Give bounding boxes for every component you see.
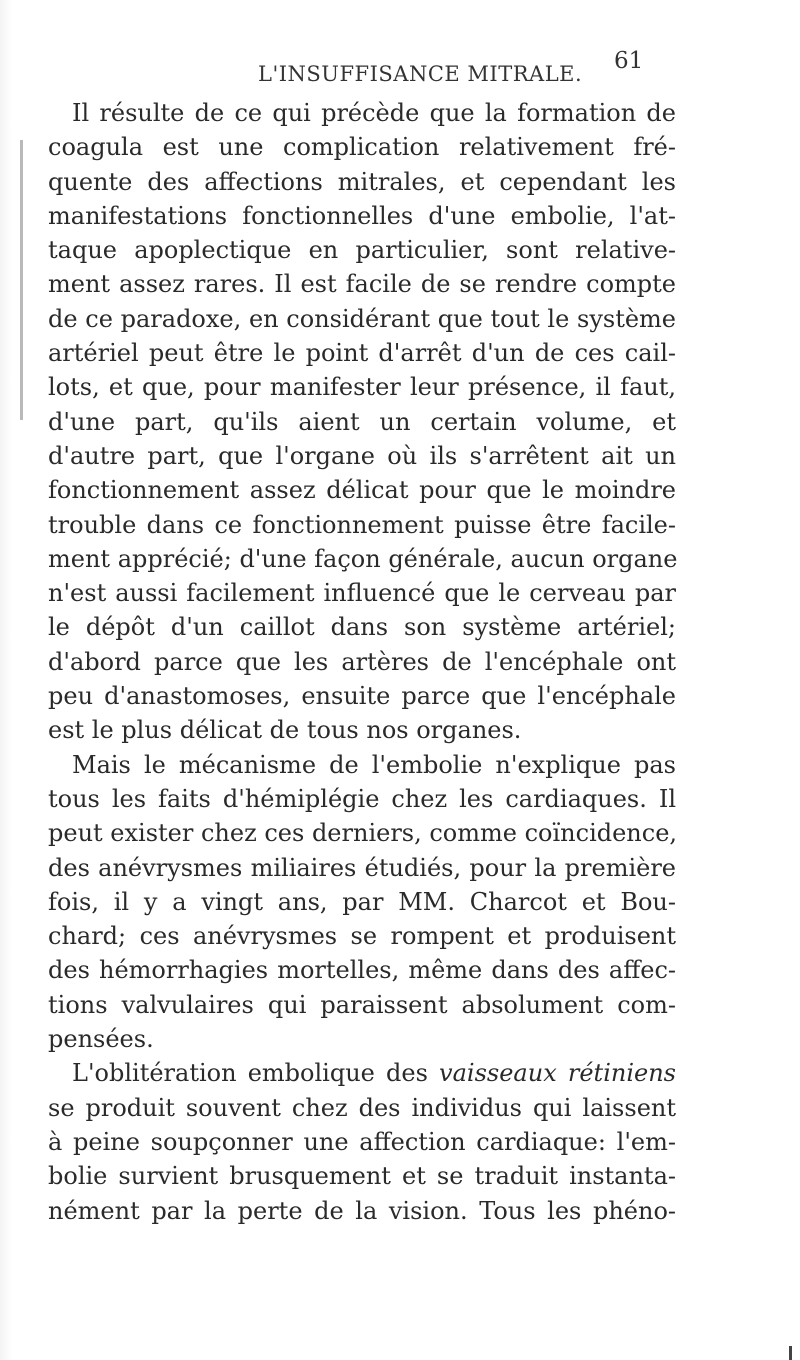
text-line: se produit souvent chez des individus qui laissent (48, 1093, 676, 1122)
margin-binding-mark (20, 140, 23, 420)
text-line: tions valvulaires qui paraissent absolument com- (48, 990, 676, 1019)
text-line: fonctionnement assez délicat pour que le moindre (48, 476, 676, 505)
text-line: bolie survient brusquement et se traduit instanta- (48, 1162, 676, 1191)
text-line: des hémorrhagies mortelles, même dans des affec- (48, 956, 676, 985)
text-line: Il résulte de ce qui précède que la formation de (72, 99, 676, 127)
running-title: L'INSUFFISANCE MITRALE. (258, 62, 583, 86)
text-line: d'une part, qu'ils aient un certain volume, et (48, 407, 676, 436)
text-line: artériel peut être le point d'arrêt d'un de ces cail- (48, 339, 676, 368)
text-line: à peine soupçonner une affection cardiaque: l'em- (48, 1127, 676, 1156)
text-line: trouble dans ce fonctionnement puisse être facile- (48, 510, 676, 539)
text-line: peu d'anastomoses, ensuite parce que l'encéphale (48, 682, 676, 711)
text-line: peut exister chez ces derniers, comme coïncidence, (48, 819, 678, 848)
text-line: n'est aussi facilement influencé que le cerveau par (48, 579, 676, 608)
text-line: fois, il y a vingt ans, par MM. Charcot et Bou- (48, 887, 676, 916)
italic-term: vaisseaux rétiniens (439, 1059, 676, 1088)
text-line: est le plus délicat de tous nos organes. (48, 716, 522, 745)
text-run: L'oblitération embolique des (72, 1059, 440, 1088)
text-line: ment apprécié; d'une façon générale, aucun organe (48, 544, 678, 573)
text-line: d'autre part, que l'organe où ils s'arrêtent ait un (48, 441, 676, 470)
scan-edge-mark (789, 1346, 792, 1360)
text-line (48, 1056, 676, 1090)
text-line: nément par la perte de la vision. Tous les phéno- (48, 1196, 676, 1225)
text-line: coagula est une complication relativement fré- (48, 133, 676, 162)
body-text (48, 96, 676, 1228)
text-line: manifestations fonctionnelles d'une embolie, l'at- (48, 201, 676, 230)
text-line: des anévrysmes miliaires étudiés, pour la première (48, 853, 676, 882)
text-line: tous les faits d'hémiplégie chez les cardiaques. Il (48, 784, 676, 813)
text-line: taque apoplectique en particulier, sont relative- (48, 236, 676, 265)
text-line: d'abord parce que les artères de l'encéphale ont (48, 647, 676, 676)
running-head (0, 48, 800, 88)
text-line: chard; ces anévrysmes se rompent et produisent (48, 922, 676, 951)
text-line: quente des affections mitrales, et cependant les (48, 167, 676, 196)
text-line: lots, et que, pour manifester leur présence, il faut, (48, 373, 676, 402)
text-line: de ce paradoxe, en considérant que tout le système (48, 304, 676, 333)
text-line: Mais le mécanisme de l'embolie n'explique pas (72, 750, 676, 779)
text-line: le dépôt d'un caillot dans son système artériel; (48, 613, 676, 642)
text-line: pensées. (48, 1025, 154, 1054)
text-line: ment assez rares. Il est facile de se rendre compte (48, 270, 676, 299)
page-number: 61 (614, 48, 644, 74)
